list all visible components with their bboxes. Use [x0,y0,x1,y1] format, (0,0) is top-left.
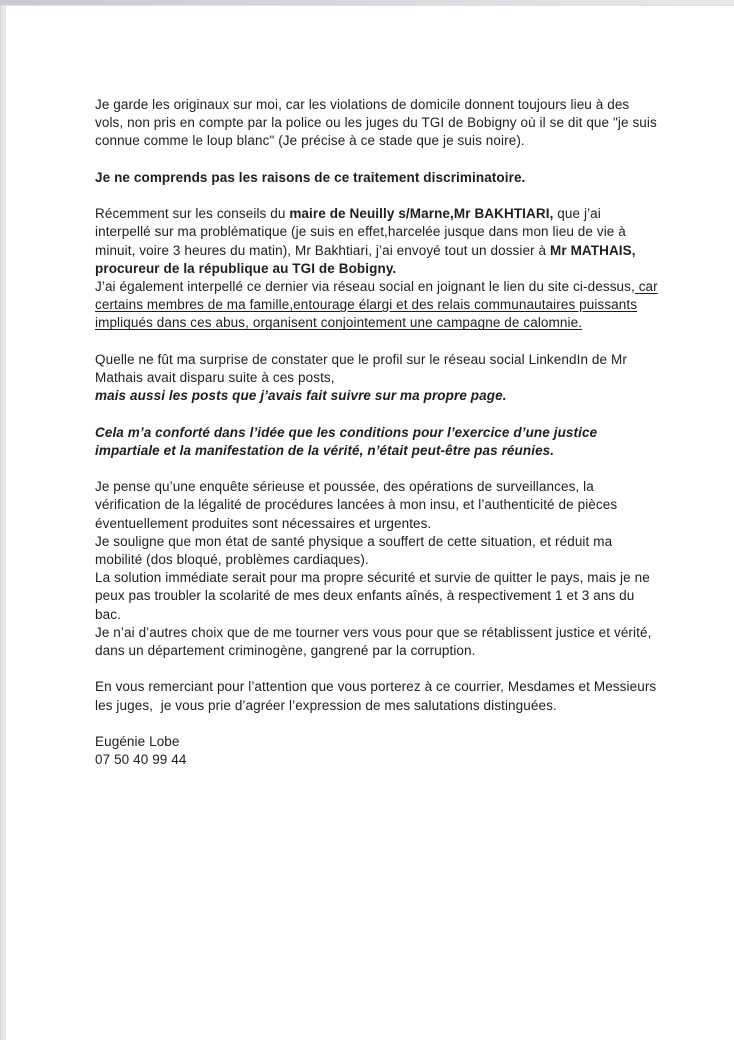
letter-line: mais aussi les posts que j’avais fait suivre sur ma propre page. [95,388,507,404]
signature [95,733,658,769]
para-linkedin [95,351,658,406]
viewer-left-edge [0,0,5,1040]
para-conditions-justice [95,424,658,460]
letter-line: bac. [95,606,121,622]
letter-line: les juges, je vous prie d’agréer l’expression de mes salutations distinguées. [95,697,557,713]
letter-line: vols, non pris en compte par la police ou les juges du TGI de Bobigny où il se dit que "je suis [95,115,657,131]
letter-line: J’ai également interpellé ce dernier via réseau social en joignant le lien du site ci-dessus, car [95,279,658,294]
viewer-top-edge [0,0,734,5]
letter-line: Je souligne que mon état de santé physique a souffert de cette situation, et réduit ma [95,533,613,549]
letter-line: éventuellement produites sont nécessaires et urgentes. [95,515,432,531]
letter-line: Récemment sur les conseils du maire de Neuilly s/Marne,Mr BAKHTIARI, que j’ai [95,206,601,222]
para-traitement-discriminatoire [95,169,658,187]
letter-line: Quelle ne fût ma surprise de constater que le profil sur le réseau social LinkendIn de Mr [95,351,627,367]
letter-line: La solution immédiate serait pour ma propre sécurité et survie de quitter le pays, mais je ne [95,570,650,586]
letter-line: Je pense qu’une enquête sérieuse et poussée, des opérations de surveillances, la [95,479,594,495]
letter-line: interpellé sur ma problématique (je suis en effet,harcelée jusque dans mon lieu de vie à [95,224,626,240]
letter-line: dans un département criminogène, gangrené par la corruption. [95,643,476,659]
letter-line: procureur de la république au TGI de Bobigny. [95,260,397,276]
letter-line: impliqués dans ces abus, organisent conjointement une campagne de calomnie. [95,315,583,331]
letter-line: Je ne comprends pas les raisons de ce traitement discriminatoire. [95,169,526,185]
letter-line: certains membres de ma famille,entourage élargi et des relais communautaires puissants [95,297,638,313]
letter-line: En vous remerciant pour l’attention que vous porterez à ce courrier, Mesdames et Messieurs [95,679,657,695]
document-page [5,5,734,1040]
para-originaux [95,96,658,151]
letter-line: minuit, voire 3 heures du matin), Mr Bakhtiari, j’ai envoyé tout un dossier à Mr MATHAIS, [95,242,636,258]
letter-body [95,96,658,788]
para-remerciement [95,678,658,714]
letter-line: connue comme le loup blanc" (Je précise à ce stade que je suis noire). [95,133,525,149]
letter-line: Mathais avait disparu suite à ces posts, [95,370,335,385]
signature-phone: 07 50 40 99 44 [95,752,187,768]
letter-line: mobilité (dos bloqué, problèmes cardiaques). [95,552,369,567]
para-enquete [95,478,658,660]
para-conseils-maire [95,205,658,332]
letter-line: impartiale et la manifestation de la vérité, n’était peut-être pas réunies. [95,442,555,458]
signature-name: Eugénie Lobe [95,734,180,749]
letter-line: Cela m’a conforté dans l’idée que les conditions pour l’exercice d’une justice [95,424,598,440]
letter-line: Je n’ai d’autres choix que de me tourner vers vous pour que se rétablissent justice et vérité, [95,624,652,640]
letter-line: peux pas troubler la scolarité de mes deux enfants aînés, à respectivement 1 et 3 ans du [95,588,635,604]
letter-line: vérification de la légalité de procédures lancées à mon insu, et l’authenticité de pièces [95,497,618,513]
letter-line: Je garde les originaux sur moi, car les violations de domicile donnent toujours lieu à des [95,97,630,112]
